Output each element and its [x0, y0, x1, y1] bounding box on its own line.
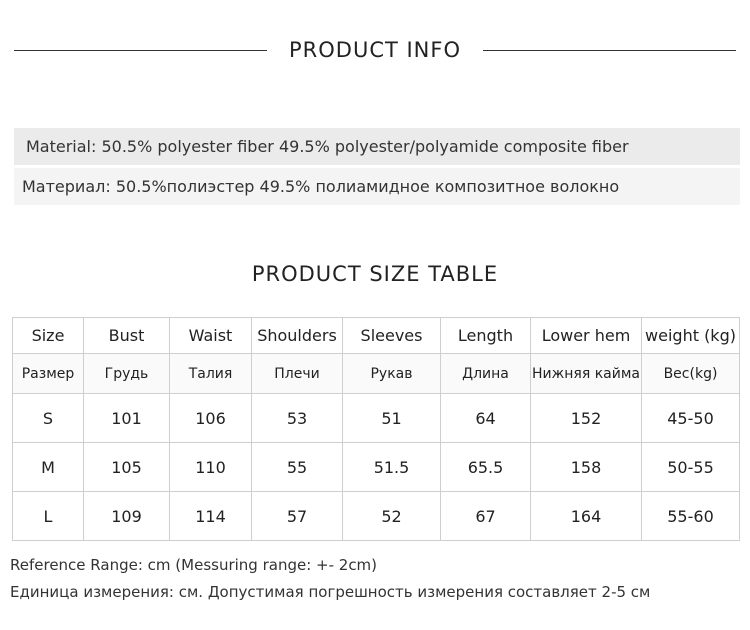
cell-waist: 110 — [170, 443, 252, 492]
cell-bust: 101 — [84, 394, 170, 443]
cell-bust: 105 — [84, 443, 170, 492]
cell-weight: 55-60 — [642, 492, 740, 541]
header-length: Length — [441, 318, 531, 354]
cell-sleeves: 52 — [343, 492, 441, 541]
header-length-ru: Длина — [441, 354, 531, 394]
header-shoulders-ru: Плечи — [252, 354, 343, 394]
material-russian-row — [14, 168, 740, 205]
material-russian-text: Материал: 50.5%полиэстер 49.5% полиамидное композитное волокно — [22, 177, 620, 196]
header-lower-hem-ru: Нижняя кайма — [531, 354, 642, 394]
cell-lower-hem: 164 — [531, 492, 642, 541]
size-table — [12, 317, 740, 541]
header-sleeves: Sleeves — [343, 318, 441, 354]
cell-weight: 50-55 — [642, 443, 740, 492]
cell-length: 64 — [441, 394, 531, 443]
header-row-russian — [13, 354, 740, 394]
header-bust: Bust — [84, 318, 170, 354]
header-weight: weight (kg) — [642, 318, 740, 354]
cell-length: 67 — [441, 492, 531, 541]
cell-waist: 114 — [170, 492, 252, 541]
cell-size: M — [13, 443, 84, 492]
reference-range-note: Reference Range: cm (Messuring range: +- 2cm) — [10, 556, 378, 574]
cell-lower-hem: 158 — [531, 443, 642, 492]
cell-size: L — [13, 492, 84, 541]
table-row — [13, 492, 740, 541]
header-waist: Waist — [170, 318, 252, 354]
table-row — [13, 394, 740, 443]
header-row-english — [13, 318, 740, 354]
header-bust-ru: Грудь — [84, 354, 170, 394]
cell-weight: 45-50 — [642, 394, 740, 443]
cell-bust: 109 — [84, 492, 170, 541]
header-lower-hem: Lower hem — [531, 318, 642, 354]
cell-sleeves: 51 — [343, 394, 441, 443]
cell-length: 65.5 — [441, 443, 531, 492]
header-size-ru: Размер — [13, 354, 84, 394]
header-size: Size — [13, 318, 84, 354]
cell-shoulders: 57 — [252, 492, 343, 541]
table-row — [13, 443, 740, 492]
header-weight-ru: Вес(kg) — [642, 354, 740, 394]
product-info-header — [0, 38, 750, 62]
divider-left — [14, 50, 267, 51]
header-shoulders: Shoulders — [252, 318, 343, 354]
header-sleeves-ru: Рукав — [343, 354, 441, 394]
divider-right — [483, 50, 736, 51]
cell-size: S — [13, 394, 84, 443]
header-waist-ru: Талия — [170, 354, 252, 394]
size-table-title: PRODUCT SIZE TABLE — [251, 262, 499, 286]
cell-sleeves: 51.5 — [343, 443, 441, 492]
cell-shoulders: 53 — [252, 394, 343, 443]
reference-range-note-russian: Единица измерения: см. Допустимая погрешность измерения составляет 2-5 см — [10, 583, 651, 601]
cell-waist: 106 — [170, 394, 252, 443]
material-english-text: Material: 50.5% polyester fiber 49.5% polyester/polyamide composite fiber — [26, 137, 629, 156]
material-english-row — [14, 128, 740, 165]
cell-shoulders: 55 — [252, 443, 343, 492]
cell-lower-hem: 152 — [531, 394, 642, 443]
product-info-title: PRODUCT INFO — [289, 38, 462, 62]
